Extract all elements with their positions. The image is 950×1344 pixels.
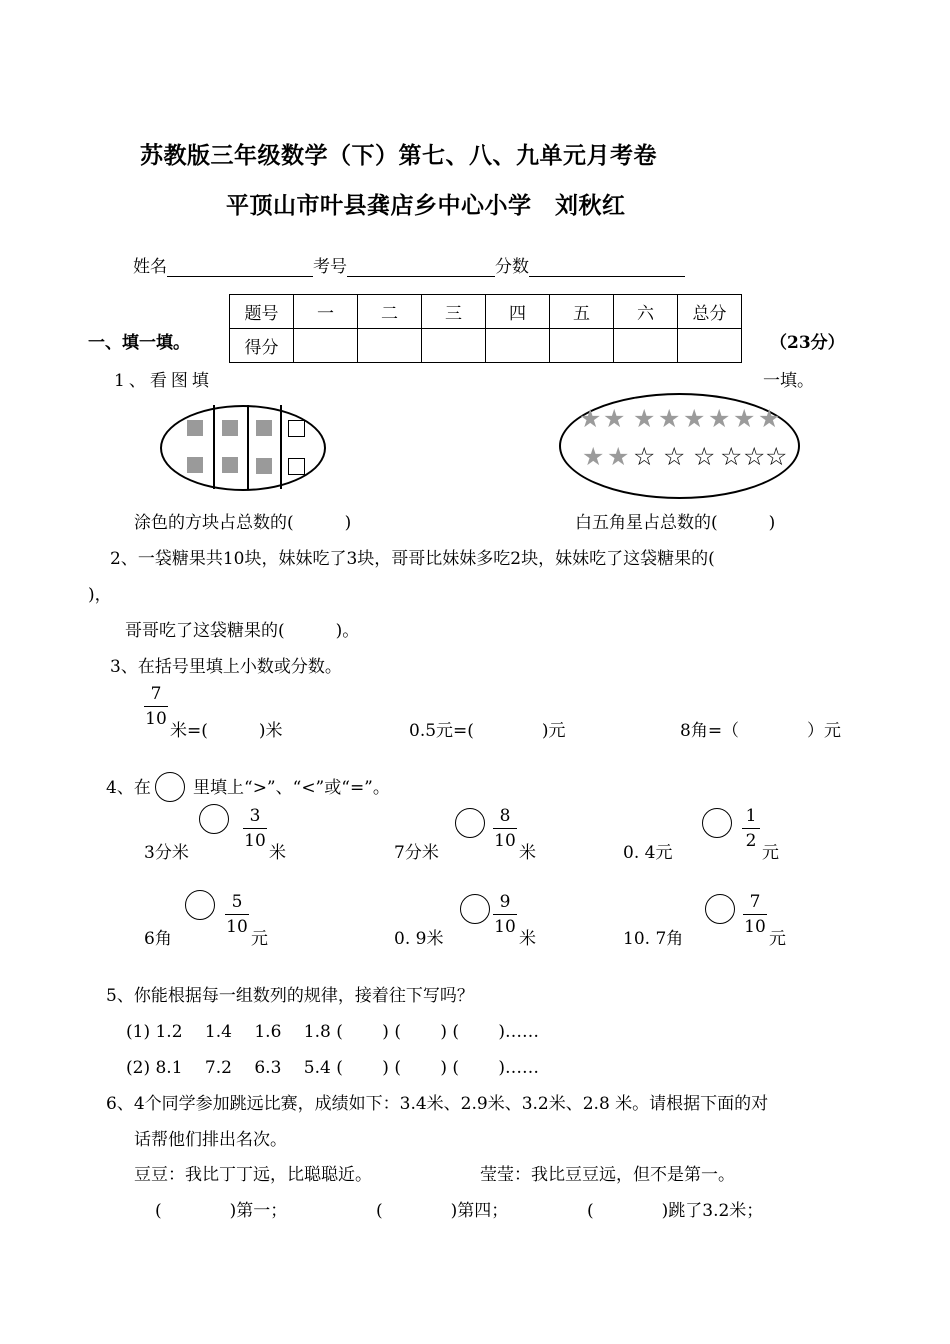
fraction-denominator: 10 [744, 917, 766, 937]
gray-star-icon: ★ [633, 404, 656, 433]
q6-line1: 6、4个同学参加跳远比赛，成绩如下：3.4米、2.9米、3.2米、2.8 米。请根据下面的对 [106, 1094, 769, 1114]
q4-item-left: 0. 4元 [623, 843, 673, 863]
q2-line2: )， [88, 585, 112, 605]
page-title: 苏教版三年级数学（下）第七、八、九单元月考卷 [140, 142, 657, 169]
score-table [229, 294, 742, 363]
shaded-square [256, 458, 272, 474]
fraction-denominator: 10 [494, 917, 516, 937]
fraction [743, 892, 767, 937]
q3-item1: 米=( )米 [170, 721, 283, 741]
q6-answer-first: ( )第一； [155, 1201, 288, 1221]
fraction-numerator: 5 [231, 892, 243, 912]
answer-circle[interactable] [705, 894, 735, 924]
table-cell: 六 [614, 295, 678, 329]
q1-left-caption: 涂色的方块占总数的( ) [134, 513, 352, 533]
gray-star-icon: ★ [603, 404, 626, 433]
q4-item-left: 6角 [144, 929, 172, 949]
gray-star-icon: ★ [607, 442, 630, 471]
fraction-numerator: 3 [249, 806, 261, 826]
unshaded-square [288, 420, 305, 437]
q5-prompt: 5、你能根据每一组数列的规律，接着往下写吗？ [106, 986, 474, 1006]
fraction [493, 892, 517, 937]
white-star-icon: ☆ [633, 442, 656, 471]
q1-right-caption: 白五角星占总数的( ) [575, 513, 776, 533]
divider-line [247, 405, 249, 489]
squares-oval [160, 405, 326, 491]
answer-circle[interactable] [455, 808, 485, 838]
q4-prompt-start: 4、在 [106, 778, 151, 798]
fraction-denominator: 10 [494, 831, 516, 851]
fraction [144, 684, 168, 729]
table-cell: 二 [358, 295, 422, 329]
white-star-icon: ☆ [693, 442, 716, 471]
q6-line2: 话帮他们排出名次。 [134, 1130, 287, 1150]
q3-prompt: 3、在括号里填上小数或分数。 [110, 657, 342, 677]
student-info-line [133, 252, 685, 277]
gray-star-icon: ★ [582, 442, 605, 471]
page-subtitle: 平顶山市叶县龚店乡中心小学 刘秋红 [226, 192, 626, 219]
section-points: （23分） [770, 333, 845, 353]
divider-line [213, 405, 215, 489]
score-table-header-row [230, 295, 742, 329]
fraction-numerator: 7 [749, 892, 761, 912]
gray-star-icon: ★ [758, 404, 781, 433]
white-star-icon: ☆ [720, 442, 743, 471]
fraction [225, 892, 249, 937]
answer-circle[interactable] [185, 890, 215, 920]
score-input-cell[interactable] [678, 329, 742, 363]
score-label: 分数 [495, 257, 529, 277]
answer-circle[interactable] [702, 808, 732, 838]
q4-item-unit: 米 [519, 843, 536, 863]
q4-item-unit: 米 [519, 929, 536, 949]
gray-star-icon: ★ [683, 404, 706, 433]
q6-answer-3-2m: ( )跳了3.2米； [587, 1201, 764, 1221]
fraction-denominator: 10 [145, 709, 167, 729]
white-star-icon: ☆ [663, 442, 686, 471]
table-cell: 三 [422, 295, 486, 329]
fraction-numerator: 7 [150, 684, 162, 704]
fraction-denominator: 10 [226, 917, 248, 937]
gray-star-icon: ★ [658, 404, 681, 433]
q5-row2: (2) 8.1 7.2 6.3 5.4 ( ) ( ) ( )…… [126, 1058, 540, 1078]
q4-item-left: 3分米 [144, 843, 189, 863]
shaded-square [222, 457, 238, 473]
q5-row1: (1) 1.2 1.4 1.6 1.8 ( ) ( ) ( )…… [126, 1022, 540, 1042]
shaded-square [187, 420, 203, 436]
fraction-numerator: 1 [745, 806, 757, 826]
fraction-numerator: 8 [499, 806, 511, 826]
fraction [493, 806, 517, 851]
unshaded-square [288, 458, 305, 475]
q4-item-unit: 米 [269, 843, 286, 863]
id-field[interactable] [347, 258, 495, 277]
section-heading: 一、填一填。 [88, 333, 190, 353]
id-label: 考号 [313, 257, 347, 277]
shaded-square [222, 420, 238, 436]
answer-circle[interactable] [460, 894, 490, 924]
q6-yingying-quote: 莹莹：我比豆豆远，但不是第一。 [480, 1165, 735, 1185]
q2-line1: 2、一袋糖果共10块，妹妹吃了3块，哥哥比妹妹多吃2块，妹妹吃了这袋糖果的( [110, 549, 715, 569]
shaded-square [187, 457, 203, 473]
q4-item-unit: 元 [769, 929, 786, 949]
fraction [243, 806, 267, 851]
fraction [742, 806, 760, 851]
divider-line [280, 405, 282, 489]
shaded-square [256, 420, 272, 436]
gray-star-icon: ★ [733, 404, 756, 433]
score-input-cell[interactable] [614, 329, 678, 363]
score-table-score-row [230, 329, 742, 363]
fraction-denominator: 10 [244, 831, 266, 851]
white-star-icon: ☆ [743, 442, 766, 471]
table-cell: 得分 [230, 329, 294, 363]
gray-star-icon: ★ [708, 404, 731, 433]
table-cell: 一 [294, 295, 358, 329]
q6-answer-fourth: ( )第四； [376, 1201, 509, 1221]
table-cell: 题号 [230, 295, 294, 329]
q2-line3: 哥哥吃了这袋糖果的( )。 [125, 621, 360, 641]
white-star-icon: ☆ [765, 442, 788, 471]
table-cell: 总分 [678, 295, 742, 329]
q4-item-left: 7分米 [394, 843, 439, 863]
score-input-cell[interactable] [294, 329, 358, 363]
q4-prompt-end: 里填上“>”、“<”或“=”。 [193, 778, 390, 798]
score-input-cell[interactable] [486, 329, 550, 363]
score-input-cell[interactable] [422, 329, 486, 363]
table-cell: 四 [486, 295, 550, 329]
compare-circle-icon [155, 772, 185, 802]
q1-prompt: 1、看图填 [114, 371, 213, 391]
q3-item2: 0.5元=( )元 [409, 721, 566, 741]
q4-item-left: 10. 7角 [623, 929, 684, 949]
q1-prompt-suffix: 一填。 [763, 371, 814, 391]
q4-item-unit: 元 [251, 929, 268, 949]
q3-item3: 8角=（ ）元 [680, 721, 842, 741]
name-field[interactable] [167, 258, 313, 277]
score-input-cell[interactable] [550, 329, 614, 363]
gray-star-icon: ★ [579, 404, 602, 433]
q4-item-left: 0. 9米 [394, 929, 444, 949]
q6-doudou-quote: 豆豆：我比丁丁远，比聪聪近。 [134, 1165, 372, 1185]
fraction-denominator: 2 [745, 831, 757, 851]
score-input-cell[interactable] [358, 329, 422, 363]
fraction-numerator: 9 [499, 892, 511, 912]
q4-item-unit: 元 [762, 843, 779, 863]
score-field[interactable] [529, 258, 685, 277]
answer-circle[interactable] [199, 804, 229, 834]
name-label: 姓名 [133, 257, 167, 277]
table-cell: 五 [550, 295, 614, 329]
